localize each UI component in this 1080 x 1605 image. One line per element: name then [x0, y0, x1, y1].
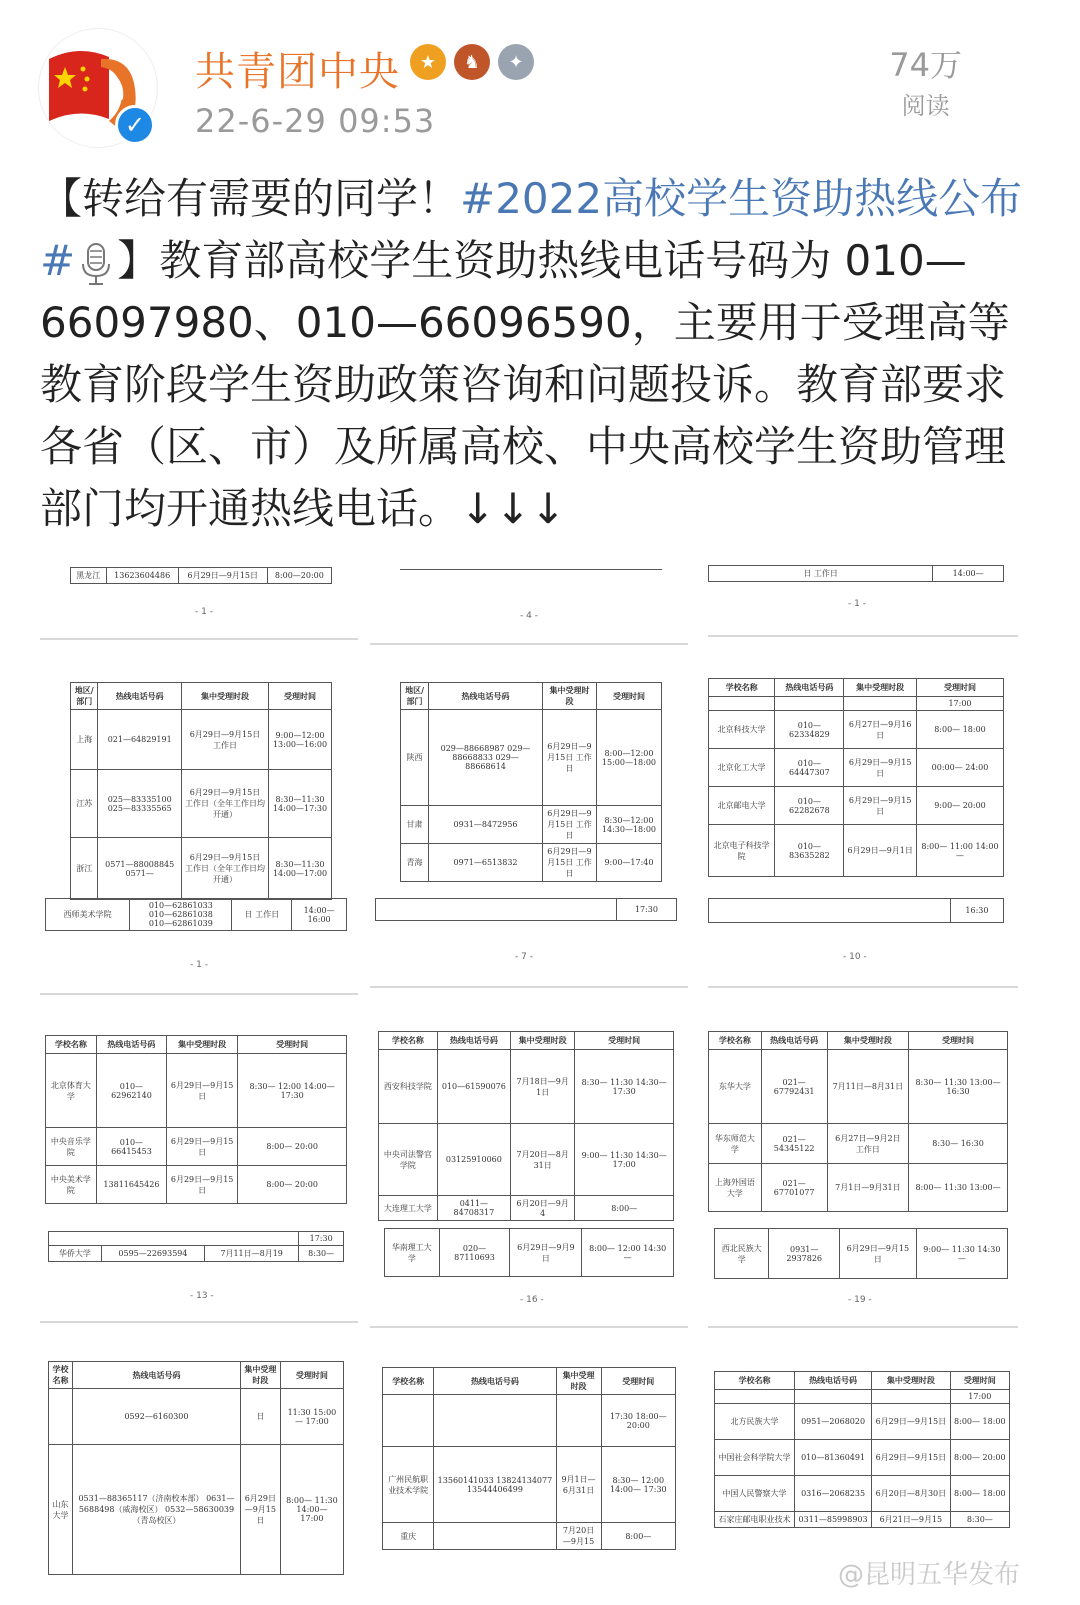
table-cell	[292, 899, 347, 931]
thumbnail-11[interactable]	[370, 1355, 688, 1605]
table-cell: 17:30	[616, 899, 676, 921]
column-header: 受理时间	[916, 679, 1003, 697]
page-number: - 1 -	[190, 960, 208, 970]
table-cell: 西北民族大学	[715, 1229, 769, 1279]
table-cell: 8:30—11:30 14:00—17:30	[269, 770, 332, 838]
page-number: - 4 -	[520, 611, 538, 621]
table-cell: 0931—2937826	[769, 1229, 840, 1279]
thumbnail-10[interactable]	[40, 1355, 358, 1605]
thumbnail-4[interactable]	[40, 670, 358, 995]
table-cell: 8:30— 16:30	[909, 1124, 1008, 1164]
table-row	[46, 1166, 347, 1204]
column-header: 集中受理时段	[542, 683, 596, 710]
column-header: 集中受理时段	[240, 1362, 280, 1389]
table-row	[709, 749, 1004, 787]
table-row	[71, 838, 332, 900]
table-cell: 北京体育大学	[46, 1054, 97, 1128]
table-cell: 0411—84708317	[437, 1196, 510, 1221]
page-number: - 19 -	[848, 1295, 872, 1305]
table-cell: 石家庄邮电职业技术	[715, 1512, 795, 1528]
column-header: 地区/部门	[71, 683, 98, 710]
doc-table	[382, 1367, 676, 1550]
column-header: 地区/部门	[401, 683, 429, 710]
thumbnail-2[interactable]	[370, 565, 688, 645]
table-cell: 010—61590076	[437, 1050, 510, 1124]
table-cell: 9月1日—6月31日	[556, 1447, 601, 1523]
time-text: 16:00	[307, 914, 331, 924]
table-row	[401, 710, 662, 806]
table-row	[709, 711, 1004, 749]
table-row	[46, 1128, 347, 1166]
phone-number: 010—62861033	[148, 901, 213, 910]
doc-table-fragment	[714, 1228, 1008, 1279]
table-cell: 北京电子科技学院	[709, 825, 775, 877]
table-cell: 6月29日—9月15日	[167, 1128, 238, 1166]
hashtag-link[interactable]: #2022高校学生资助热线公布#	[40, 174, 1023, 285]
column-header: 热线电话号码	[98, 683, 181, 710]
table-cell: 中央音乐学院	[46, 1128, 97, 1166]
post-body	[40, 168, 1040, 540]
table-cell: 0931—8472956	[429, 806, 543, 844]
table-cell	[130, 899, 232, 931]
doc-table	[378, 1031, 674, 1221]
table-cell: 7月11日—8月19	[205, 1246, 299, 1262]
table-cell: 中国社会科学院大学	[715, 1440, 795, 1476]
table-cell: 6月29日—9月15日 工作日	[181, 710, 268, 770]
doc-table-fragment	[384, 1228, 674, 1277]
table-cell	[383, 1395, 434, 1447]
table-cell: 9:00—12:00 13:00—16:00	[269, 710, 332, 770]
table-cell: 6月29日—9月15日	[872, 1404, 951, 1440]
table-cell: 17:00	[916, 697, 1003, 711]
column-header: 学校名称	[715, 1372, 795, 1390]
doc-table	[708, 1031, 1008, 1212]
table-cell: 17:00	[950, 1390, 1009, 1404]
column-header: 学校名称	[49, 1362, 73, 1389]
table-row	[709, 1164, 1008, 1212]
column-header: 热线电话号码	[795, 1372, 872, 1390]
column-header: 受理时间	[601, 1368, 675, 1395]
table-cell: 浙江	[71, 838, 98, 900]
table-cell: 山东大学	[49, 1445, 73, 1575]
table-header-row	[709, 679, 1004, 697]
table-row	[46, 899, 347, 931]
doc-table	[400, 682, 662, 882]
table-cell: 0571—88008845 0571—	[98, 838, 181, 900]
doc-table-fragment	[708, 898, 1004, 923]
table-cell	[775, 697, 844, 711]
table-cell: 010—62334829	[775, 711, 844, 749]
table-cell: 010—66415453	[96, 1128, 166, 1166]
column-header: 热线电话号码	[96, 1036, 166, 1054]
table-cell: 0531—88365117（济南校本部） 0631—5688498（威海校区） 0532—58630039（青岛校区）	[73, 1445, 241, 1575]
table-header-row	[715, 1372, 1010, 1390]
table-cell: 9:00— 11:30 14:30—	[916, 1229, 1007, 1279]
table-row	[71, 710, 332, 770]
table-cell	[872, 1390, 951, 1404]
table-cell: 8:00—	[575, 1196, 674, 1221]
table-cell: 021—54345122	[761, 1124, 827, 1164]
image-grid	[40, 565, 1040, 1605]
table-row	[715, 1390, 1010, 1404]
table-header-row	[401, 683, 662, 710]
table-cell: 日 工作日	[709, 566, 933, 582]
doc-table-fragment	[48, 1231, 344, 1262]
doc-table	[708, 565, 1004, 582]
horse-icon: ♞	[454, 44, 490, 80]
table-cell: 8:00— 11:30 13:00—	[909, 1164, 1008, 1212]
table-cell: 7月20日—9月15	[556, 1523, 601, 1550]
table-cell: 8:30— 12:00 14:00— 17:30	[601, 1447, 675, 1523]
microphone-icon	[79, 242, 113, 286]
table-cell: 6月21日—9月15	[872, 1512, 951, 1528]
thumbnail-3[interactable]	[708, 565, 1018, 637]
phone-number: 010—62861039	[148, 919, 213, 928]
table-cell: 8:30— 12:00 14:00— 17:30	[238, 1054, 347, 1128]
table-header-row	[379, 1032, 674, 1050]
table-row	[383, 1523, 676, 1550]
table-cell: 7月18日—9月1日	[510, 1050, 574, 1124]
table-edge	[400, 569, 662, 570]
table-cell: 陕西	[401, 710, 429, 806]
table-cell: 江苏	[71, 770, 98, 838]
thumbnail-1[interactable]	[40, 565, 358, 640]
table-cell: 广州民航职业技术学院	[383, 1447, 434, 1523]
column-header: 热线电话号码	[437, 1032, 510, 1050]
table-cell: 8:30—12:00 14:30—18:00	[596, 806, 661, 844]
table-row	[709, 697, 1004, 711]
table-cell: 8:00— 18:00	[916, 711, 1003, 749]
table-cell: 中国人民警察大学	[715, 1476, 795, 1512]
page-number: - 10 -	[843, 952, 867, 962]
table-row	[376, 899, 677, 921]
column-header: 受理时间	[596, 683, 661, 710]
table-cell: 6月20日—9月4	[510, 1196, 574, 1221]
table-cell: 010—64447307	[775, 749, 844, 787]
table-cell: 010—81360491	[795, 1440, 872, 1476]
table-cell: 6月27日—9月16日	[844, 711, 917, 749]
table-cell: 9:00—17:40	[596, 844, 661, 882]
table-row	[49, 1232, 344, 1246]
table-row	[46, 1054, 347, 1128]
thumbnail-5[interactable]	[370, 670, 688, 988]
table-cell: 021—67701077	[761, 1164, 827, 1212]
table-cell: 日 工作日	[232, 899, 292, 931]
column-header: 集中受理时段	[844, 679, 917, 697]
table-cell: 010—83635282	[775, 825, 844, 877]
table-row	[709, 899, 1004, 923]
table-cell: 北京科技大学	[709, 711, 775, 749]
table-cell: 6月29日—9月15日 工作日	[542, 844, 596, 882]
table-cell	[556, 1395, 601, 1447]
page-number: - 13 -	[190, 1291, 214, 1301]
table-cell: 西师美术学院	[46, 899, 130, 931]
table-row	[49, 1445, 344, 1575]
table-cell: 010—62962140	[96, 1054, 166, 1128]
doc-table	[45, 1035, 347, 1204]
table-cell: 010—62282678	[775, 787, 844, 825]
table-cell: 北方民族大学	[715, 1404, 795, 1440]
doc-table	[70, 567, 332, 584]
page-number: - 1 -	[848, 599, 866, 609]
table-row	[709, 566, 1004, 582]
doc-table	[714, 1371, 1010, 1528]
read-count-value: 74万	[889, 46, 962, 84]
thumbnail-8[interactable]	[370, 1023, 688, 1328]
table-cell: 华侨大学	[49, 1246, 102, 1262]
column-header: 学校名称	[709, 1032, 762, 1050]
table-cell: 6月29日—9月15日	[872, 1440, 951, 1476]
table-cell	[709, 697, 775, 711]
column-header: 受理时间	[280, 1362, 343, 1389]
table-cell: 6月29日—9月15日 工作日	[542, 806, 596, 844]
table-cell: 北京化工大学	[709, 749, 775, 787]
username[interactable]: 共青团中央	[195, 49, 400, 95]
column-header: 受理时间	[909, 1032, 1008, 1050]
column-header: 集中受理时段	[181, 683, 268, 710]
table-cell: 6月29日—9月15日 工作日（全年工作日均开通）	[181, 770, 268, 838]
table-cell: 上海	[71, 710, 98, 770]
table-cell: 8:00—	[601, 1523, 675, 1550]
table-cell: 8:00— 18:00	[950, 1404, 1009, 1440]
table-cell	[376, 899, 617, 921]
table-cell: 029—88668987 029—88668833 029—88668614	[429, 710, 543, 806]
table-cell	[49, 1389, 73, 1445]
table-cell: 6月29日—9月15日 工作日（全年工作日均开通）	[181, 838, 268, 900]
table-row	[715, 1512, 1010, 1528]
column-header: 热线电话号码	[73, 1362, 241, 1389]
table-row	[379, 1124, 674, 1196]
table-cell: 14:00—	[933, 566, 1004, 582]
silver-medal-icon: ✦	[498, 44, 534, 80]
table-header-row	[49, 1362, 344, 1389]
column-header: 热线电话号码	[434, 1368, 556, 1395]
table-cell	[434, 1523, 556, 1550]
table-cell: 华南理工大学	[385, 1229, 440, 1277]
table-cell: 8:00— 11:30 14:00— 17:00	[280, 1445, 343, 1575]
post-prefix: 【转给有需要的同学！	[40, 174, 461, 223]
table-cell: 8:00—20:00	[267, 568, 331, 584]
post-suffix: 】教育部高校学生资助热线电话号码为 010—66097980、010—66096590，主要用于受理高等教育阶段学生资助政策咨询和问题投诉。教育部要求各省（区、市）及所属高校、中央高校学生资助管理部门均开通热线电话。↓↓↓	[40, 236, 1010, 533]
table-cell: 13560141033 13824134077 13544406499	[434, 1447, 556, 1523]
column-header: 学校名称	[383, 1368, 434, 1395]
table-cell: 6月29日—9月15日	[840, 1229, 917, 1279]
table-cell: 03125910060	[437, 1124, 510, 1196]
table-cell: 6月29日—9月15日	[178, 568, 267, 584]
table-row	[715, 1440, 1010, 1476]
page-number: - 7 -	[515, 952, 533, 962]
table-row	[385, 1229, 674, 1277]
table-cell: 9:00— 20:00	[916, 787, 1003, 825]
post-header	[0, 0, 1080, 160]
table-row	[401, 806, 662, 844]
table-row	[709, 825, 1004, 877]
table-cell: 中央美术学院	[46, 1166, 97, 1204]
thumbnail-6[interactable]	[708, 670, 1018, 988]
table-cell: 025—83335100 025—83335565	[98, 770, 181, 838]
table-row	[71, 568, 332, 584]
doc-table-fragment	[375, 898, 677, 921]
table-cell: 日	[240, 1389, 280, 1445]
table-cell: 8:30— 11:30 14:30— 17:30	[575, 1050, 674, 1124]
table-cell: 6月29日—9月15日 工作日	[542, 710, 596, 806]
table-cell: 0316—2068235	[795, 1476, 872, 1512]
doc-table	[48, 1361, 344, 1575]
table-cell: 大连理工大学	[379, 1196, 438, 1221]
doc-table	[708, 678, 1004, 877]
column-header: 学校名称	[379, 1032, 438, 1050]
table-cell: 021—64829191	[98, 710, 181, 770]
column-header: 受理时间	[575, 1032, 674, 1050]
verified-badge-icon: ✓	[115, 105, 155, 145]
column-header: 热线电话号码	[429, 683, 543, 710]
column-header: 学校名称	[709, 679, 775, 697]
table-cell: 13811645426	[96, 1166, 166, 1204]
table-cell: 8:00— 20:00	[238, 1166, 347, 1204]
table-cell	[49, 1232, 299, 1246]
table-cell: 11:30 15:00— 17:00	[280, 1389, 343, 1445]
table-cell: 8:00— 18:00	[950, 1476, 1009, 1512]
table-row	[383, 1447, 676, 1523]
table-cell: 0595—22693594	[101, 1246, 204, 1262]
table-row	[709, 1050, 1008, 1124]
table-cell: 中央司法警官学院	[379, 1124, 438, 1196]
table-cell: 北京邮电大学	[709, 787, 775, 825]
column-header: 受理时间	[269, 683, 332, 710]
thumbnail-7[interactable]	[40, 1023, 358, 1323]
table-cell: 重庆	[383, 1523, 434, 1550]
table-cell: 9:00— 11:30 14:30— 17:00	[575, 1124, 674, 1196]
table-cell: 8:30—	[950, 1512, 1009, 1528]
table-cell: 8:30—11:30 14:00—17:00	[269, 838, 332, 900]
table-cell: 8:30—	[299, 1246, 344, 1262]
table-cell	[709, 899, 951, 923]
table-cell: 0951—2068020	[795, 1404, 872, 1440]
column-header: 集中受理时段	[167, 1036, 238, 1054]
table-header-row	[71, 683, 332, 710]
table-cell: 17:30 18:00— 20:00	[601, 1395, 675, 1447]
table-cell: 17:30	[299, 1232, 344, 1246]
table-cell: 8:00— 12:00 14:30—	[582, 1229, 674, 1277]
table-row	[401, 844, 662, 882]
table-cell: 00:00— 24:00	[916, 749, 1003, 787]
page-number: - 16 -	[520, 1295, 544, 1305]
column-header: 热线电话号码	[775, 679, 844, 697]
table-row	[709, 1124, 1008, 1164]
read-count-label: 阅读	[901, 92, 950, 120]
table-cell: 8:00— 11:00 14:00—	[916, 825, 1003, 877]
table-cell: 6月29日—9月15日	[844, 749, 917, 787]
table-row	[715, 1229, 1008, 1279]
table-cell: 0592—6160300	[73, 1389, 241, 1445]
watermark: @昆明五华发布	[837, 1560, 1020, 1590]
table-header-row	[46, 1036, 347, 1054]
table-cell: 西安科技学院	[379, 1050, 438, 1124]
table-cell	[715, 1390, 795, 1404]
table-cell: 8:00—12:00 15:00—18:00	[596, 710, 661, 806]
table-row	[715, 1404, 1010, 1440]
table-cell: 甘肃	[401, 806, 429, 844]
page-number: - 1 -	[195, 607, 213, 617]
table-cell: 青海	[401, 844, 429, 882]
table-cell: 0971—6513832	[429, 844, 543, 882]
table-cell: 6月29日—9月15日	[167, 1166, 238, 1204]
table-cell	[844, 697, 917, 711]
table-row	[379, 1196, 674, 1221]
doc-table-fragment	[45, 898, 347, 931]
column-header: 热线电话号码	[761, 1032, 827, 1050]
table-cell: 7月11日—8月31日	[827, 1050, 908, 1124]
doc-table	[70, 682, 332, 900]
table-cell: 东华大学	[709, 1050, 762, 1124]
user-badges	[410, 44, 534, 80]
time-text: 14:00—	[303, 905, 335, 915]
table-cell: 8:00— 20:00	[238, 1128, 347, 1166]
table-cell: 020—87110693	[439, 1229, 510, 1277]
table-cell: 7月1日—9月31日	[827, 1164, 908, 1212]
table-row	[709, 787, 1004, 825]
table-cell: 6月29日—9月15日	[240, 1445, 280, 1575]
column-header: 集中受理时段	[872, 1372, 951, 1390]
column-header: 学校名称	[46, 1036, 97, 1054]
table-cell: 6月29日—9月1日	[844, 825, 917, 877]
table-row	[49, 1389, 344, 1445]
table-cell: 上海外国语大学	[709, 1164, 762, 1212]
table-cell	[795, 1390, 872, 1404]
thumbnail-9[interactable]	[708, 1023, 1018, 1328]
column-header: 集中受理时段	[827, 1032, 908, 1050]
table-row	[71, 770, 332, 838]
table-cell: 黑龙江	[71, 568, 107, 584]
column-header: 受理时间	[950, 1372, 1009, 1390]
phone-number: 010—62861038	[148, 910, 213, 919]
column-header: 集中受理时段	[556, 1368, 601, 1395]
table-row	[379, 1050, 674, 1124]
table-header-row	[383, 1368, 676, 1395]
table-cell: 13623604486	[106, 568, 178, 584]
table-cell: 6月20日—8月30日	[872, 1476, 951, 1512]
column-header: 集中受理时段	[510, 1032, 574, 1050]
post-timestamp: 22-6-29 09:53	[195, 102, 436, 140]
table-cell: 16:30	[950, 899, 1003, 923]
table-cell: 华东师范大学	[709, 1124, 762, 1164]
table-cell: 6月29日—9月15日	[167, 1054, 238, 1128]
gold-medal-icon: ★	[410, 44, 446, 80]
table-cell: 021—67792431	[761, 1050, 827, 1124]
column-header: 受理时间	[238, 1036, 347, 1054]
table-cell: 7月20日—8月31日	[510, 1124, 574, 1196]
table-row	[383, 1395, 676, 1447]
table-cell: 6月29日—9月15日	[844, 787, 917, 825]
table-row	[49, 1246, 344, 1262]
table-cell: 0311—85998903	[795, 1512, 872, 1528]
table-row	[715, 1476, 1010, 1512]
table-cell: 6月27日—9月2日 工作日	[827, 1124, 908, 1164]
read-count	[889, 40, 962, 121]
table-cell: 8:30— 11:30 13:00— 16:30	[909, 1050, 1008, 1124]
table-header-row	[709, 1032, 1008, 1050]
table-cell: 6月29日—9月9日	[510, 1229, 582, 1277]
table-cell: 8:00— 20:00	[950, 1440, 1009, 1476]
table-cell	[434, 1395, 556, 1447]
